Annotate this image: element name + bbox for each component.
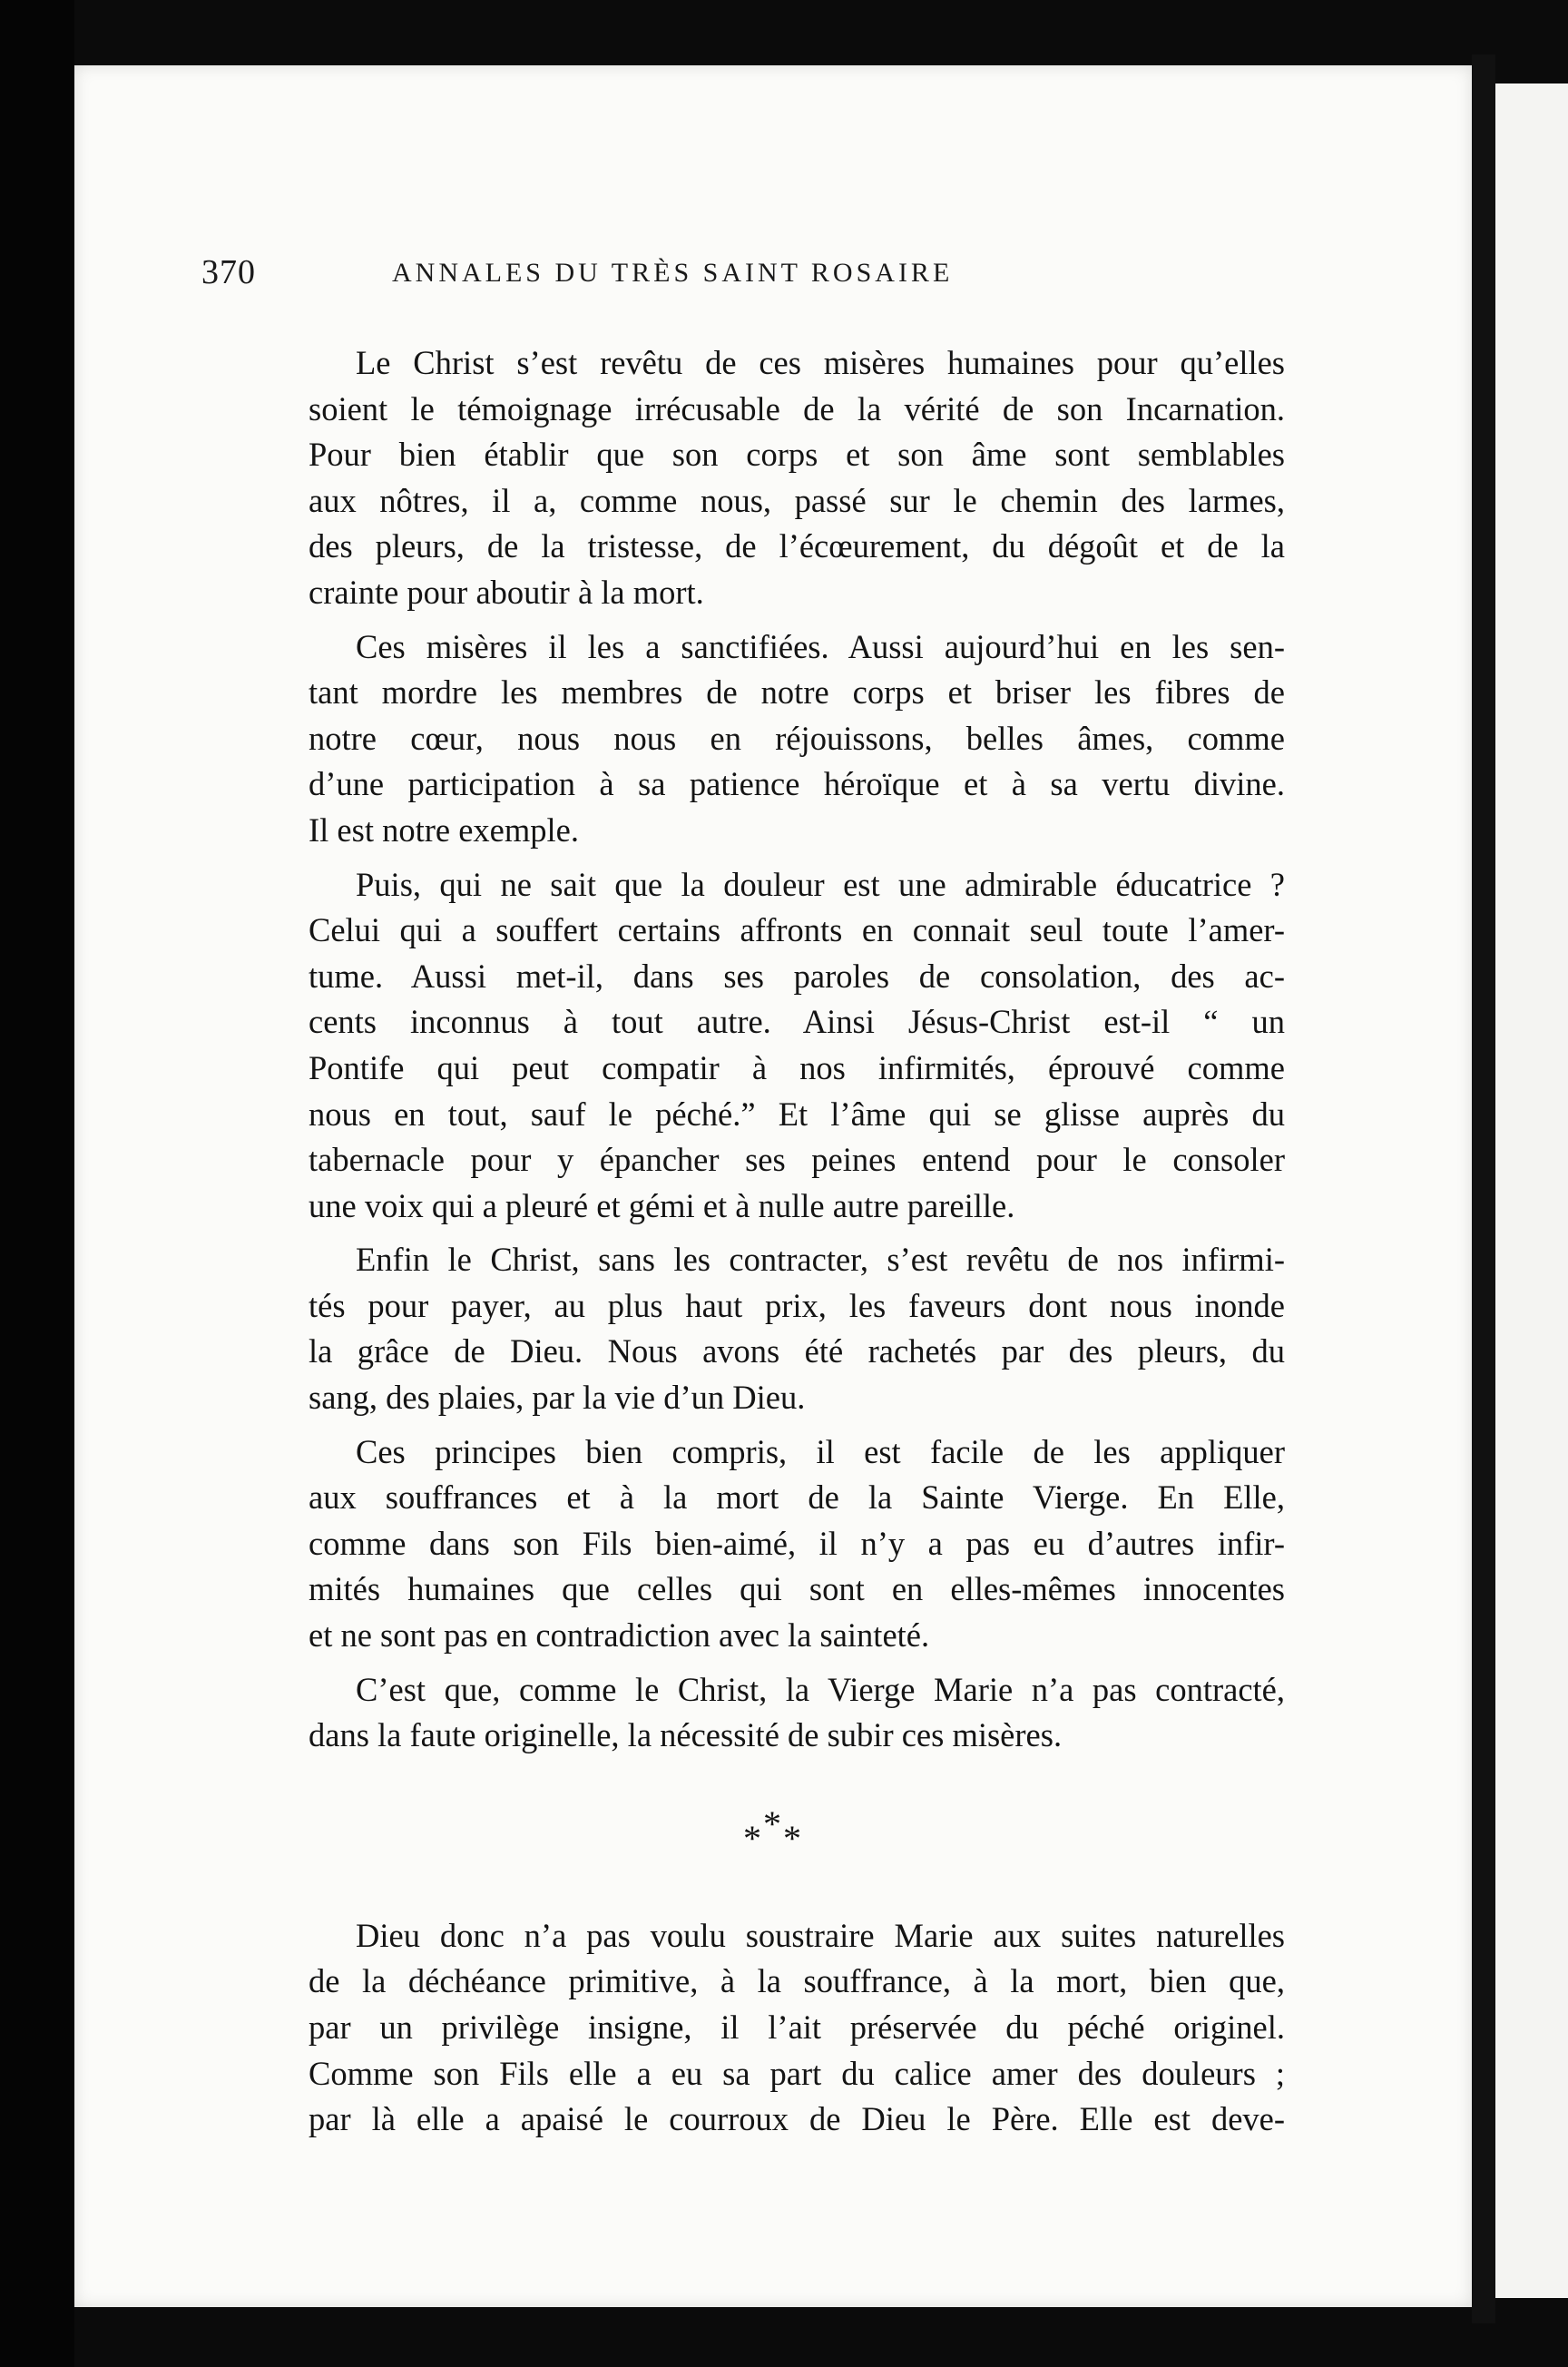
text-line: tabernacle pour y épancher ses peines entend pour le consoler bbox=[309, 1141, 1285, 1179]
text-line: Puis, qui ne sait que la douleur est une admirable éducatrice ? bbox=[356, 865, 1285, 903]
asterism-star: * bbox=[743, 1817, 763, 1859]
text-line: Enfin le Christ, sans les contracter, s’est revêtu de nos infirmi- bbox=[356, 1241, 1285, 1279]
text-line: Comme son Fils elle a eu sa part du calice amer des douleurs ; bbox=[309, 2054, 1285, 2092]
text-line: de la déchéance primitive, à la souffrance, à la mort, bien que, bbox=[309, 1962, 1285, 2000]
text-line: mités humaines que celles qui sont en elles-mêmes innocentes bbox=[309, 1570, 1285, 1608]
text-line: Ces principes bien compris, il est facile de les appliquer bbox=[356, 1432, 1285, 1470]
book-gutter bbox=[1472, 54, 1495, 2323]
text-line: tant mordre les membres de notre corps et briser les fibres de bbox=[309, 673, 1285, 712]
text-line: nous en tout, sauf le péché.” Et l’âme qui se glisse auprès du bbox=[309, 1095, 1285, 1133]
paragraph-4 bbox=[261, 1237, 1285, 1420]
text-line: Pour bien établir que son corps et son âme sont semblables bbox=[309, 436, 1285, 474]
text-line: Il est notre exemple. bbox=[309, 810, 579, 849]
text-line: Celui qui a souffert certains affronts en connait seul toute l’amer- bbox=[309, 911, 1285, 949]
paragraph-7 bbox=[261, 1913, 1285, 2143]
facing-page-edge bbox=[1495, 83, 1568, 2298]
text-line: notre cœur, nous nous en réjouissons, belles âmes, comme bbox=[309, 719, 1285, 757]
running-title: ANNALES DU TRÈS SAINT ROSAIRE bbox=[392, 258, 954, 288]
paragraph-6 bbox=[261, 1667, 1285, 1759]
asterism-star: * bbox=[763, 1802, 783, 1844]
text-line: tume. Aussi met-il, dans ses paroles de consolation, des ac- bbox=[309, 957, 1285, 995]
text-line: tés pour payer, au plus haut prix, les faveurs dont nous inonde bbox=[309, 1286, 1285, 1324]
section-separator-asterism bbox=[261, 1802, 1285, 1866]
text-line: des pleurs, de la tristesse, de l’écœurement, du dégoût et de la bbox=[309, 527, 1285, 565]
paragraph-2 bbox=[261, 624, 1285, 854]
text-line: cents inconnus à tout autre. Ainsi Jésus-Christ est-il “ un bbox=[309, 1003, 1285, 1041]
text-line: d’une participation à sa patience héroïque et à sa vertu divine. bbox=[309, 765, 1285, 803]
text-line: soient le témoignage irrécusable de la vérité de son Incarnation. bbox=[309, 389, 1285, 427]
text-line: aux souffrances et à la mort de la Sainte Vierge. En Elle, bbox=[309, 1478, 1285, 1517]
text-line: dans la faute originelle, la nécessité de subir ces misères. bbox=[309, 1716, 1063, 1754]
text-line: aux nôtres, il a, comme nous, passé sur le chemin des larmes, bbox=[309, 481, 1285, 519]
paragraph-5 bbox=[261, 1429, 1285, 1659]
paragraph-3 bbox=[261, 862, 1285, 1230]
text-line: la grâce de Dieu. Nous avons été rachetés par des pleurs, du bbox=[309, 1332, 1285, 1370]
asterism-star: * bbox=[783, 1817, 803, 1859]
body-text bbox=[261, 340, 1285, 2151]
text-line: C’est que, comme le Christ, la Vierge Marie n’a pas contracté, bbox=[356, 1670, 1285, 1708]
text-line: Pontife qui peut compatir à nos infirmités, éprouvé comme bbox=[309, 1048, 1285, 1086]
text-line: par un privilège insigne, il l’ait préservée du péché originel. bbox=[309, 2009, 1285, 2046]
scan-border-left bbox=[0, 0, 74, 2367]
text-line: crainte pour aboutir à la mort. bbox=[309, 573, 704, 611]
text-line: par là elle a apaisé le courroux de Dieu le Père. Elle est deve- bbox=[309, 2100, 1285, 2138]
page-number: 370 bbox=[201, 253, 256, 291]
page-header bbox=[201, 247, 1290, 301]
text-line: et ne sont pas en contradiction avec la sainteté. bbox=[309, 1616, 930, 1655]
text-line: Ces misères il les a sanctifiées. Aussi aujourd’hui en les sen- bbox=[356, 627, 1285, 665]
text-line: sang, des plaies, par la vie d’un Dieu. bbox=[309, 1379, 806, 1417]
text-line: Le Christ s’est revêtu de ces misères humaines pour qu’elles bbox=[356, 344, 1285, 381]
text-line: une voix qui a pleuré et gémi et à nulle autre pareille. bbox=[309, 1186, 1015, 1224]
text-line: Dieu donc n’a pas voulu soustraire Marie aux suites naturelles bbox=[356, 1916, 1285, 1954]
paragraph-1 bbox=[261, 340, 1285, 616]
text-line: comme dans son Fils bien-aimé, il n’y a pas eu d’autres infir- bbox=[309, 1524, 1285, 1562]
